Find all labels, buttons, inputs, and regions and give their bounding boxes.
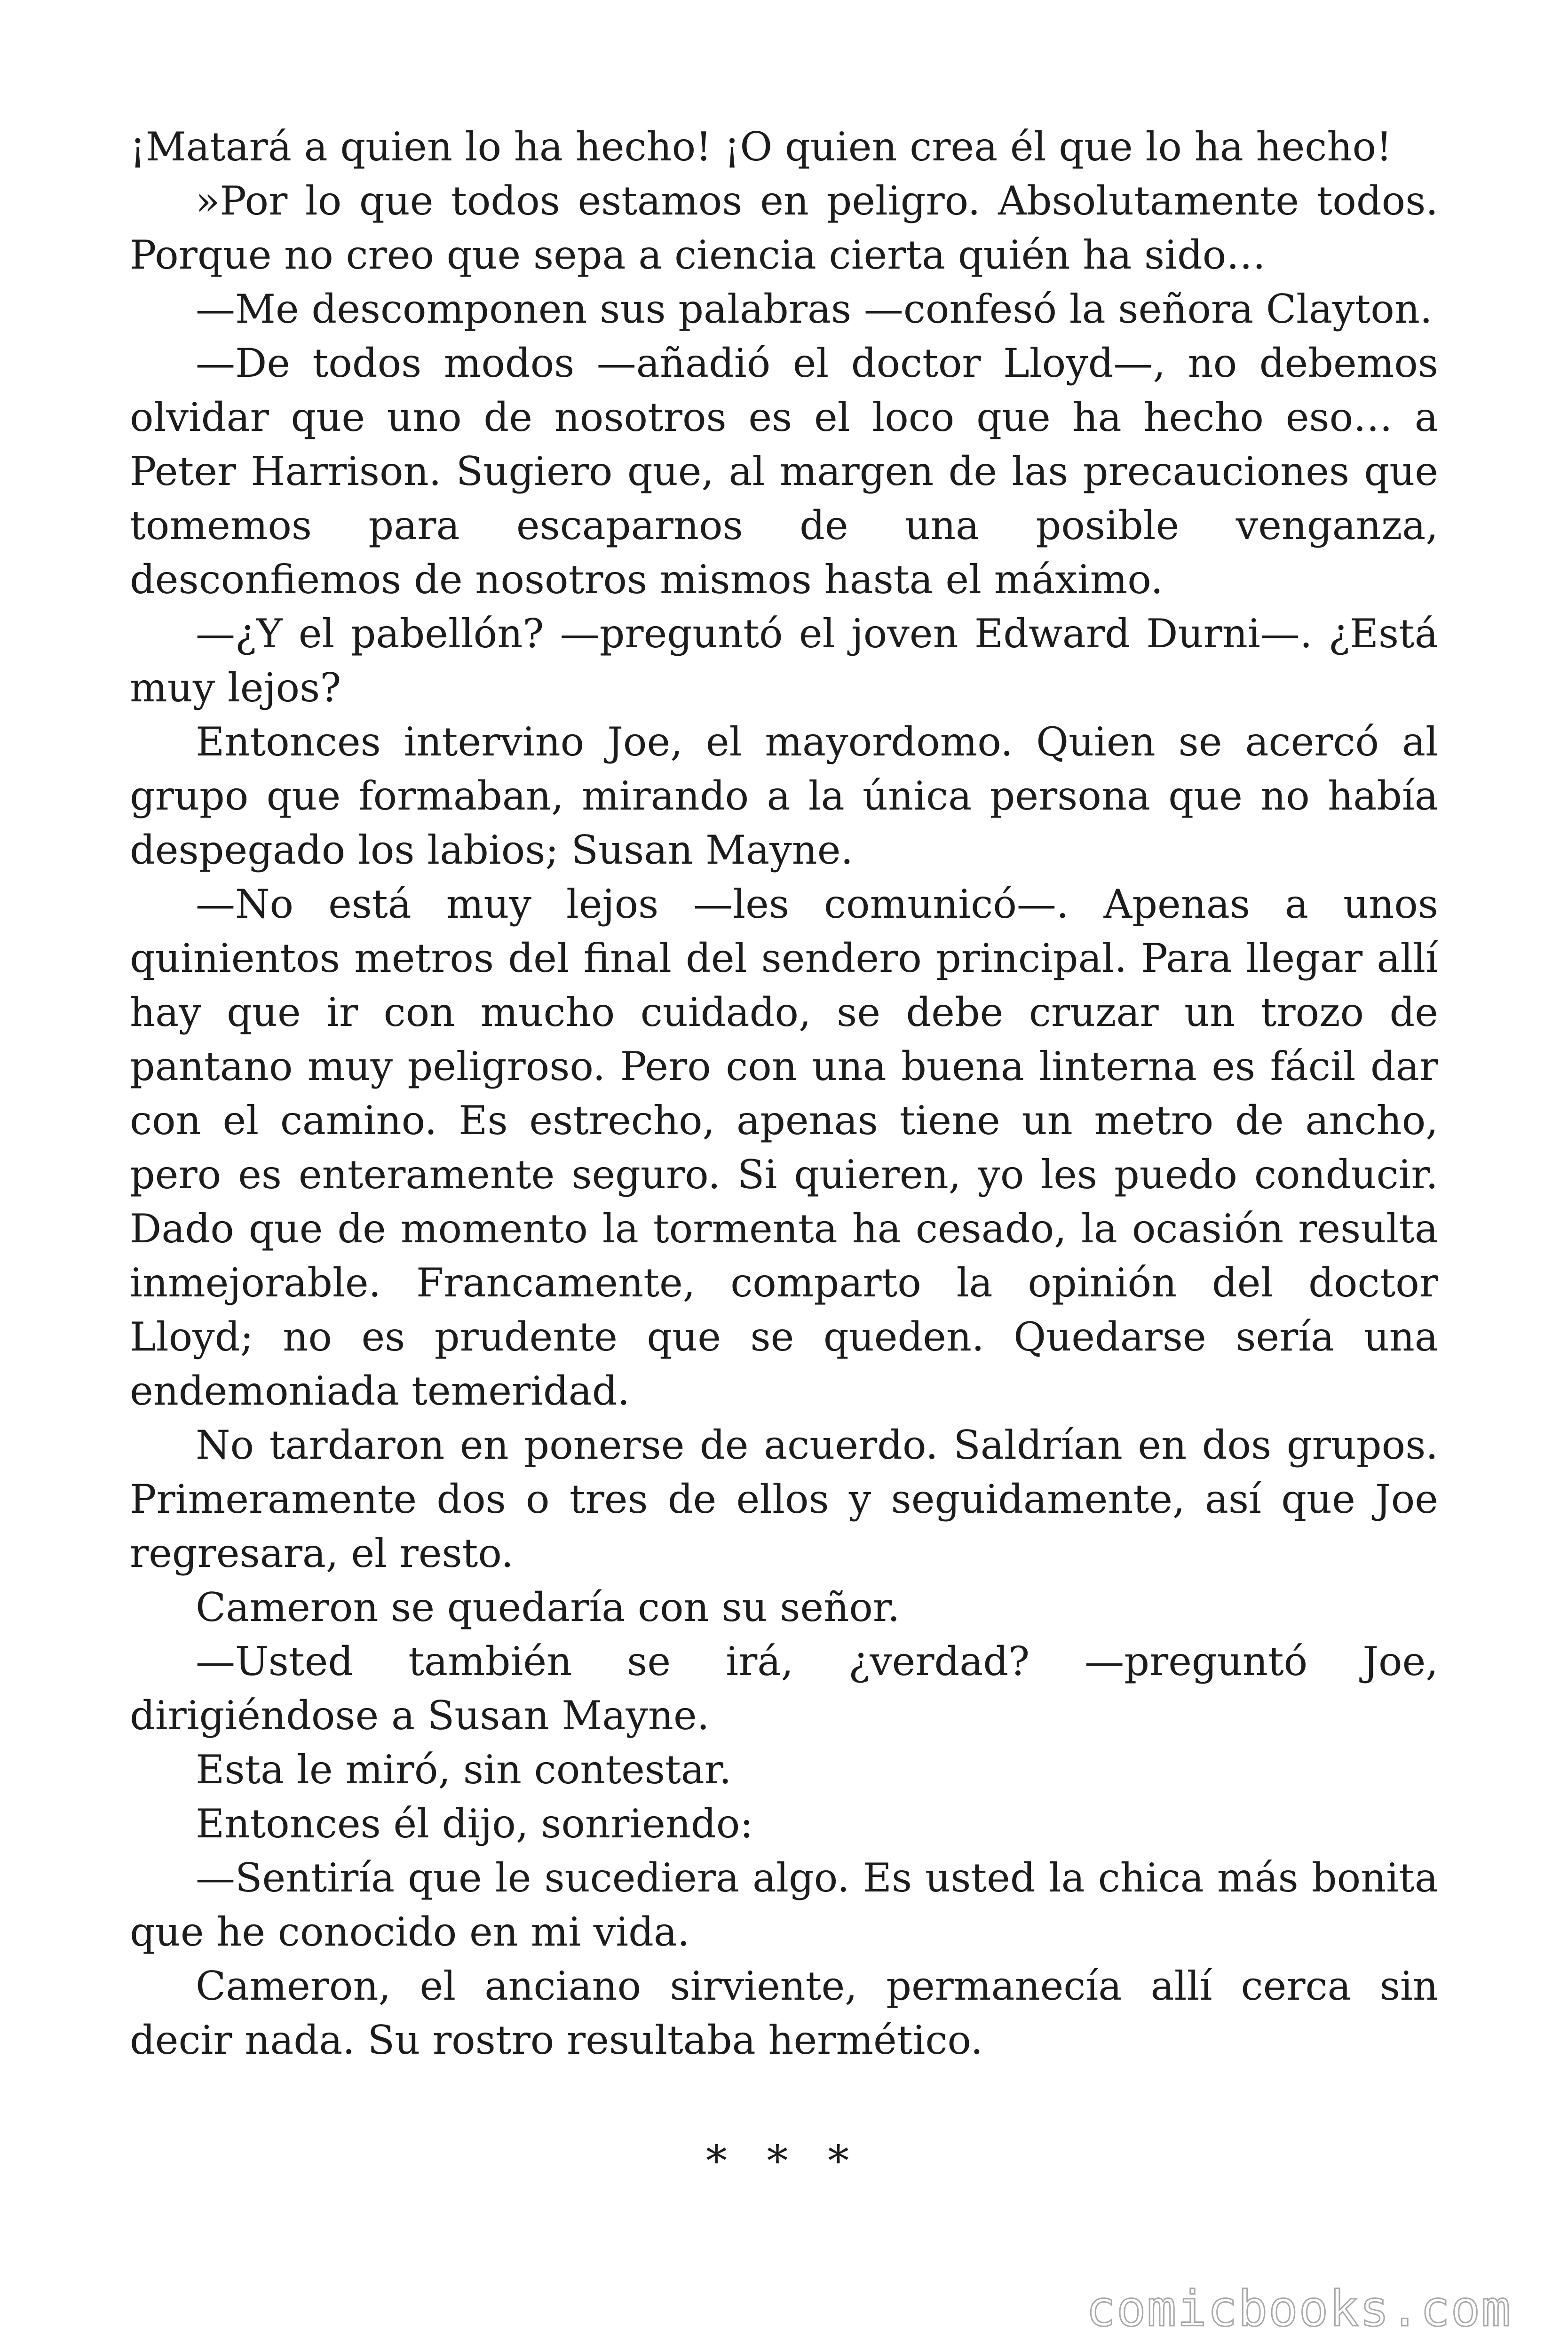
paragraph: —Usted también se irá, ¿verdad? —preguntó Joe, dirigiéndose a Susan Mayne. [130,1638,1438,1739]
paragraph: —De todos modos —añadió el doctor Lloyd—, no debemos olvidar que uno de nosotros es el loco que ha hecho eso… a Peter Harrison. Sugiero que, al margen de las precauciones que tomemos para escaparnos de una posible venganza, desconfiemos de nosotros mismos hasta el máximo. [130,340,1438,603]
watermark-logo: comicbooks.com [1086,2280,1512,2337]
paragraph: »Por lo que todos estamos en peligro. Absolutamente todos. Porque no creo que sepa a ciencia cierta quién ha sido… [130,178,1438,278]
paragraph: Entonces intervino Joe, el mayordomo. Quien se acercó al grupo que formaban, mirando a la única persona que no había despegado los labios; Susan Mayne. [130,719,1438,873]
book-page-text [130,120,1438,2067]
paragraph: Cameron se quedaría con su señor. [196,1584,900,1630]
paragraph: —No está muy lejos —les comunicó—. Apenas a unos quinientos metros del final del sendero principal. Para llegar allí hay que ir con mucho cuidado, se debe cruzar un trozo de pantano muy peligroso. Pero con una buena linterna es fácil dar con el camino. Es estrecho, apenas tiene un metro de ancho, pero es enteramente seguro. Si quieren, yo les puedo conducir. Dado que de momento la tormenta ha cesado, la ocasión resulta inmejorable. Francamente, comparto la opinión del doctor Lloyd; no es prudente que se queden. Quedarse sería una endemoniada temeridad. [130,881,1438,1414]
paragraph: No tardaron en ponerse de acuerdo. Saldrían en dos grupos. Primeramente dos o tres de ellos y seguidamente, así que Joe regresara, el resto. [130,1422,1438,1576]
paragraph: Esta le miró, sin contestar. [196,1747,732,1793]
paragraph: ¡Matará a quien lo ha hecho! ¡O quien crea él que lo ha hecho! [130,124,1392,170]
paragraph: Entonces él dijo, sonriendo: [196,1801,753,1847]
section-separator: * * * [705,2137,863,2186]
paragraph: —¿Y el pabellón? —preguntó el joven Edward Durni—. ¿Está muy lejos? [130,611,1438,711]
paragraph: —Me descomponen sus palabras —confesó la señora Clayton. [196,286,1433,332]
paragraph: —Sentiría que le sucediera algo. Es usted la chica más bonita que he conocido en mi vida. [130,1855,1438,1955]
paragraph: Cameron, el anciano sirviente, permanecía allí cerca sin decir nada. Su rostro resultaba hermético. [130,1963,1438,2063]
